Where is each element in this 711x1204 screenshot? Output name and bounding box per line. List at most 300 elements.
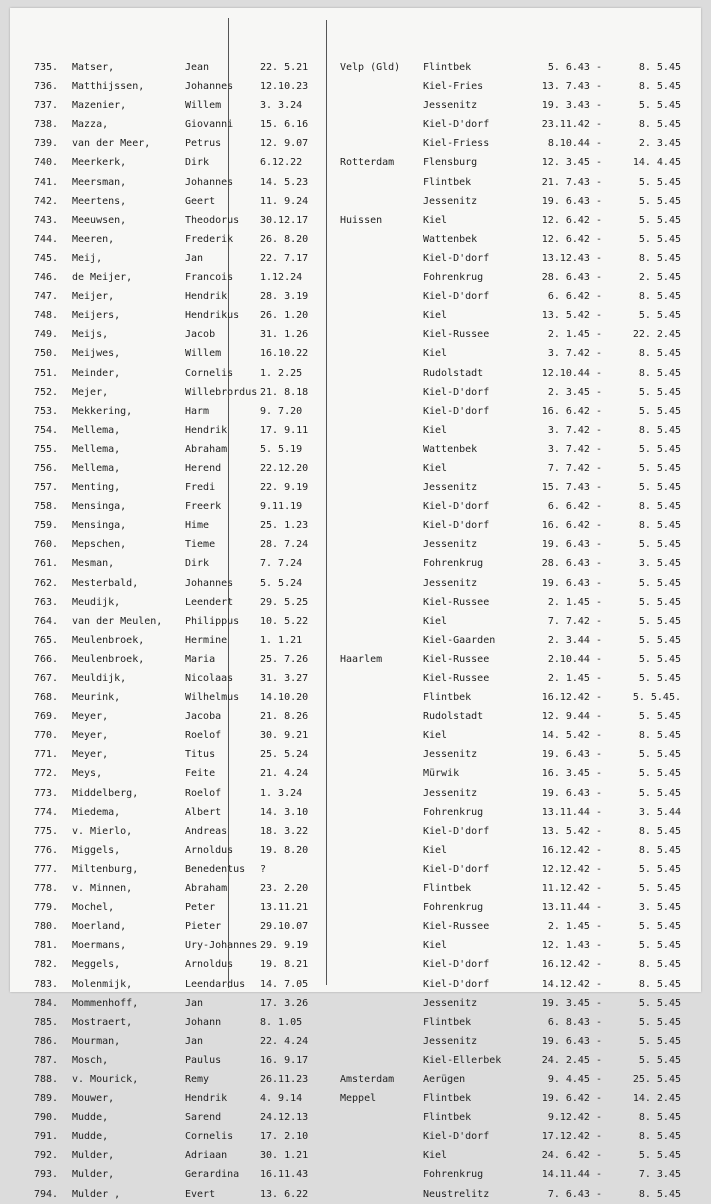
date-from: 8.10.44 -: [547, 138, 602, 150]
date-to: 5. 5.45: [638, 997, 681, 1009]
date-from: 23.11.42 -: [541, 119, 602, 131]
record-number: 778.: [34, 883, 59, 895]
given-name: Leendert: [185, 596, 234, 608]
date-to: 5. 5.45: [638, 634, 681, 646]
date-from: 2. 3.44 -: [547, 634, 602, 646]
birth-place: Huissen: [340, 214, 383, 226]
table-row: [10, 631, 701, 650]
date-from: 16. 3.45 -: [541, 768, 602, 780]
date-from: 13. 5.42 -: [541, 310, 602, 322]
surname: Mellema,: [72, 424, 121, 436]
table-row: [10, 860, 701, 879]
date-from: 16. 6.42 -: [541, 520, 602, 532]
camp-location: Kiel: [423, 730, 448, 742]
camp-location: Kiel-D'dorf: [423, 520, 490, 532]
camp-location: Kiel-D'dorf: [423, 252, 490, 264]
birth-date: 22. 9.19: [260, 482, 309, 494]
camp-location: Kiel-Russee: [423, 653, 490, 665]
date-from: 24. 6.42 -: [541, 1150, 602, 1162]
camp-location: Jessenitz: [423, 749, 478, 761]
date-to: 8. 5.45: [638, 291, 681, 303]
date-to: 8. 5.45: [638, 730, 681, 742]
date-to: 5. 5.45: [638, 940, 681, 952]
camp-location: Kiel-D'dorf: [423, 405, 490, 417]
birth-date: 12.10.23: [260, 81, 309, 93]
record-number: 782.: [34, 959, 59, 971]
surname: Meijer,: [72, 291, 115, 303]
table-row: [10, 669, 701, 688]
table-row: [10, 936, 701, 955]
birth-date: 31. 1.26: [260, 329, 309, 341]
surname: Meersman,: [72, 176, 127, 188]
birth-date: 21. 8.26: [260, 711, 309, 723]
camp-location: Rudolstadt: [423, 711, 484, 723]
date-to: 8. 5.45: [638, 501, 681, 513]
surname: Mudde,: [72, 1131, 109, 1143]
camp-location: Kiel: [423, 1150, 448, 1162]
surname: Meudijk,: [72, 596, 121, 608]
table-row: [10, 688, 701, 707]
surname: Mekkering,: [72, 405, 133, 417]
camp-location: Flintbek: [423, 1016, 472, 1028]
date-from: 16.12.42 -: [541, 844, 602, 856]
surname: Meulenbroek,: [72, 653, 145, 665]
table-row: [10, 745, 701, 764]
birth-date: 16.10.22: [260, 348, 309, 360]
date-to: 5. 5.45: [638, 482, 681, 494]
date-to: 5. 5.45: [638, 443, 681, 455]
birth-date: 22. 5.21: [260, 62, 309, 73]
birth-date: 1. 1.21: [260, 634, 303, 646]
date-to: 5. 5.45: [638, 749, 681, 761]
camp-location: Jessenitz: [423, 787, 478, 799]
date-from: 19. 6.43 -: [541, 1035, 602, 1047]
surname: Mommenhoff,: [72, 997, 139, 1009]
birth-date: 25. 1.23: [260, 520, 309, 532]
record-number: 754.: [34, 424, 59, 436]
birth-date: 13.11.21: [260, 902, 309, 914]
record-number: 753.: [34, 405, 59, 417]
date-from: 13.12.43 -: [541, 252, 602, 264]
given-name: Hermine: [185, 634, 228, 646]
surname: v. Mourick,: [72, 1073, 139, 1085]
birth-date: 14. 5.23: [260, 176, 309, 188]
surname: Mensinga,: [72, 501, 127, 513]
surname: de Meijer,: [72, 272, 133, 284]
given-name: Dirk: [185, 157, 210, 169]
camp-location: Kiel-Russee: [423, 329, 490, 341]
table-row: [10, 478, 701, 497]
surname: Mosch,: [72, 1054, 109, 1066]
record-number: 750.: [34, 348, 59, 360]
table-row: [10, 1089, 701, 1108]
surname: Meuldijk,: [72, 673, 127, 684]
birth-date: 3. 3.24: [260, 100, 303, 112]
surname: Meeuwsen,: [72, 214, 127, 226]
date-from: 12. 6.42 -: [541, 214, 602, 226]
birth-place: Haarlem: [340, 653, 383, 665]
camp-location: Jessenitz: [423, 539, 478, 551]
table-row: [10, 784, 701, 803]
birth-place: Rotterdam: [340, 157, 395, 169]
table-row: [10, 230, 701, 249]
table-row: [10, 211, 701, 230]
table-row: [10, 134, 701, 153]
table-row: [10, 1127, 701, 1146]
camp-location: Kiel: [423, 462, 448, 474]
camp-location: Mürwik: [423, 768, 460, 780]
given-name: Willem: [185, 348, 222, 360]
record-number: 766.: [34, 653, 59, 665]
date-to: 5. 5.45: [638, 233, 681, 245]
date-from: 6. 6.42 -: [547, 291, 602, 303]
date-from: 19. 3.43 -: [541, 100, 602, 112]
surname: Menting,: [72, 482, 121, 494]
date-from: 2.10.44 -: [547, 653, 602, 665]
table-row: [10, 994, 701, 1013]
given-name: Arnoldus: [185, 959, 234, 971]
table-row: [10, 497, 701, 516]
given-name: Remy: [185, 1073, 210, 1085]
birth-date: 14. 7.05: [260, 978, 309, 990]
record-number: 770.: [34, 730, 59, 742]
camp-location: Flintbek: [423, 62, 472, 73]
camp-location: Kiel-Russee: [423, 673, 490, 684]
record-number: 794.: [34, 1188, 59, 1200]
birth-date: 1.12.24: [260, 272, 303, 284]
surname: Mostraert,: [72, 1016, 133, 1028]
camp-location: Fohrenkrug: [423, 902, 484, 914]
birth-date: 5. 5.19: [260, 443, 303, 455]
birth-date: 22.12.20: [260, 462, 309, 474]
date-to: 8. 5.45: [638, 959, 681, 971]
table-row: [10, 650, 701, 669]
given-name: Jacoba: [185, 711, 222, 723]
given-name: Willem: [185, 100, 222, 112]
record-number: 789.: [34, 1093, 59, 1105]
table-row: [10, 726, 701, 745]
camp-location: Jessenitz: [423, 577, 478, 589]
record-number: 790.: [34, 1112, 59, 1124]
table-row: [10, 1051, 701, 1070]
birth-date: 25. 5.24: [260, 749, 309, 761]
given-name: Freerk: [185, 501, 222, 513]
table-row: [10, 1108, 701, 1127]
record-number: 758.: [34, 501, 59, 513]
camp-location: Kiel-Russee: [423, 596, 490, 608]
given-name: Hime: [185, 520, 210, 532]
table-row: [10, 764, 701, 783]
date-to: 5. 5.45: [638, 539, 681, 551]
date-from: 7. 6.43 -: [547, 1188, 602, 1200]
table-row: [10, 306, 701, 325]
birth-date: 11. 9.24: [260, 195, 309, 207]
given-name: Titus: [185, 749, 216, 761]
camp-location: Fohrenkrug: [423, 272, 484, 284]
date-from: 9.12.42 -: [547, 1112, 602, 1124]
date-from: 13.11.44 -: [541, 902, 602, 914]
table-row: [10, 1013, 701, 1032]
surname: Meurink,: [72, 692, 121, 704]
record-number: 762.: [34, 577, 59, 589]
date-from: 12.12.42 -: [541, 863, 602, 875]
date-from: 28. 6.43 -: [541, 558, 602, 570]
date-from: 19. 6.43 -: [541, 749, 602, 761]
table-row: [10, 96, 701, 115]
record-number: 759.: [34, 520, 59, 532]
birth-date: 13. 6.22: [260, 1188, 309, 1200]
date-to: 2. 3.45: [638, 138, 681, 150]
camp-location: Kiel: [423, 424, 448, 436]
date-from: 12. 9.44 -: [541, 711, 602, 723]
date-from: 19. 6.43 -: [541, 577, 602, 589]
surname: Meij,: [72, 252, 103, 264]
given-name: Hendrik: [185, 291, 228, 303]
camp-location: Kiel-Friess: [423, 138, 490, 150]
birth-date: 15. 6.16: [260, 119, 309, 131]
given-name: Albert: [185, 806, 222, 818]
date-to: 8. 5.45: [638, 81, 681, 93]
date-from: 9. 4.45 -: [547, 1073, 602, 1085]
date-from: 13.11.44 -: [541, 806, 602, 818]
surname: Mourman,: [72, 1035, 121, 1047]
date-from: 2. 1.45 -: [547, 329, 602, 341]
surname: Mulder ,: [72, 1188, 121, 1200]
given-name: Pieter: [185, 921, 222, 933]
date-to: 8. 5.45: [638, 424, 681, 436]
birth-date: 1. 2.25: [260, 367, 303, 379]
date-from: 28. 6.43 -: [541, 272, 602, 284]
camp-location: Flintbek: [423, 176, 472, 188]
date-from: 12.10.44 -: [541, 367, 602, 379]
record-number: 737.: [34, 100, 59, 112]
surname: Meijs,: [72, 329, 109, 341]
date-from: 7. 7.42 -: [547, 462, 602, 474]
surname: Mulder,: [72, 1169, 115, 1181]
camp-location: Kiel-Gaarden: [423, 634, 496, 646]
date-to: 14. 2.45: [632, 1093, 681, 1105]
birth-place: Velp (Gld): [340, 62, 401, 73]
camp-location: Jessenitz: [423, 195, 478, 207]
camp-location: Kiel-D'dorf: [423, 863, 490, 875]
camp-location: Fohrenkrug: [423, 1169, 484, 1181]
birth-date: 9.11.19: [260, 501, 303, 513]
table-row: [10, 173, 701, 192]
date-to: 5. 5.45: [638, 1150, 681, 1162]
record-number: 785.: [34, 1016, 59, 1028]
given-name: Wilhelmus: [185, 692, 240, 704]
date-to: 5. 5.45: [638, 100, 681, 112]
table-row: [10, 955, 701, 974]
given-name: Tieme: [185, 539, 216, 551]
record-number: 786.: [34, 1035, 59, 1047]
camp-location: Neustrelitz: [423, 1188, 490, 1200]
surname: Matser,: [72, 62, 115, 73]
camp-location: Kiel-D'dorf: [423, 291, 490, 303]
table-row: [10, 554, 701, 573]
table-row: [10, 364, 701, 383]
record-number: 777.: [34, 863, 59, 875]
record-number: 749.: [34, 329, 59, 341]
surname: Meyer,: [72, 730, 109, 742]
date-from: 15. 7.43 -: [541, 482, 602, 494]
record-number: 774.: [34, 806, 59, 818]
given-name: Feite: [185, 768, 216, 780]
surname: Miggels,: [72, 844, 121, 856]
date-to: 5. 5.45: [638, 921, 681, 933]
record-list: [10, 58, 701, 1204]
camp-location: Kiel: [423, 214, 448, 226]
surname: Mepschen,: [72, 539, 127, 551]
birth-date: 17. 9.11: [260, 424, 309, 436]
birth-place: Amsterdam: [340, 1073, 395, 1085]
date-from: 13. 5.42 -: [541, 825, 602, 837]
birth-date: 26. 1.20: [260, 310, 309, 322]
record-number: 780.: [34, 921, 59, 933]
table-row: [10, 975, 701, 994]
record-number: 763.: [34, 596, 59, 608]
record-number: 781.: [34, 940, 59, 952]
date-to: 3. 5.45: [638, 902, 681, 914]
record-number: 755.: [34, 443, 59, 455]
date-from: 3. 7.42 -: [547, 443, 602, 455]
table-row: [10, 1070, 701, 1089]
record-number: 747.: [34, 291, 59, 303]
given-name: Andreas: [185, 825, 228, 837]
date-from: 14.12.42 -: [541, 978, 602, 990]
date-from: 12. 1.43 -: [541, 940, 602, 952]
camp-location: Kiel-D'dorf: [423, 501, 490, 513]
record-number: 736.: [34, 81, 59, 93]
date-from: 19. 6.43 -: [541, 787, 602, 799]
given-name: Roelof: [185, 730, 222, 742]
record-number: 767.: [34, 673, 59, 684]
record-number: 775.: [34, 825, 59, 837]
surname: v. Minnen,: [72, 883, 133, 895]
given-name: Jan: [185, 997, 204, 1009]
date-to: 8. 5.45: [638, 1131, 681, 1143]
record-number: 772.: [34, 768, 59, 780]
given-name: Johannes: [185, 577, 234, 589]
date-from: 21. 7.43 -: [541, 176, 602, 188]
surname: van der Meulen,: [72, 615, 163, 627]
record-number: 769.: [34, 711, 59, 723]
given-name: Jan: [185, 252, 204, 264]
birth-date: 30. 9.21: [260, 730, 309, 742]
surname: Mouwer,: [72, 1093, 115, 1105]
date-to: 14. 4.45: [632, 157, 681, 169]
table-row: [10, 612, 701, 631]
date-to: 5. 5.45: [638, 214, 681, 226]
camp-location: Kiel-D'dorf: [423, 386, 490, 398]
camp-location: Kiel-Fries: [423, 81, 484, 93]
record-number: 761.: [34, 558, 59, 570]
date-to: 7. 3.45: [638, 1169, 681, 1181]
camp-location: Aerügen: [423, 1073, 466, 1085]
date-to: 5. 5.45: [638, 1016, 681, 1028]
camp-location: Rudolstadt: [423, 367, 484, 379]
record-number: 739.: [34, 138, 59, 150]
birth-date: 30.12.17: [260, 214, 309, 226]
surname: Meulenbroek,: [72, 634, 145, 646]
date-to: 5. 5.45: [638, 787, 681, 799]
surname: Mudde,: [72, 1112, 109, 1124]
given-name: Fredi: [185, 482, 216, 494]
date-from: 2. 1.45 -: [547, 921, 602, 933]
table-row: [10, 115, 701, 134]
camp-location: Kiel: [423, 348, 448, 360]
table-row: [10, 898, 701, 917]
surname: Mochel,: [72, 902, 115, 914]
record-number: 776.: [34, 844, 59, 856]
surname: Meeren,: [72, 233, 115, 245]
document-page: [10, 8, 701, 1200]
birth-date: 14.10.20: [260, 692, 309, 704]
birth-date: 22. 4.24: [260, 1035, 309, 1047]
record-number: 773.: [34, 787, 59, 799]
date-to: 5. 5.45.: [632, 692, 681, 704]
record-number: 760.: [34, 539, 59, 551]
given-name: Adriaan: [185, 1150, 228, 1162]
birth-date: 21. 4.24: [260, 768, 309, 780]
surname: Meys,: [72, 768, 103, 780]
record-number: 788.: [34, 1073, 59, 1085]
camp-location: Flintbek: [423, 692, 472, 704]
given-name: Paulus: [185, 1054, 222, 1066]
camp-location: Fohrenkrug: [423, 558, 484, 570]
given-name: Cornelis: [185, 1131, 234, 1143]
birth-date: 29. 9.19: [260, 940, 309, 952]
birth-date: 17. 2.10: [260, 1131, 309, 1143]
date-to: 8. 5.45: [638, 1112, 681, 1124]
birth-date: ?: [260, 863, 267, 875]
surname: Mejer,: [72, 386, 109, 398]
surname: v. Mierlo,: [72, 825, 133, 837]
record-number: 756.: [34, 462, 59, 474]
birth-date: 7. 7.24: [260, 558, 303, 570]
table-row: [10, 459, 701, 478]
given-name: Giovanni: [185, 119, 234, 131]
table-row: [10, 593, 701, 612]
surname: Meerkerk,: [72, 157, 127, 169]
surname: Molenmijk,: [72, 978, 133, 990]
record-number: 784.: [34, 997, 59, 1009]
surname: Meyer,: [72, 749, 109, 761]
date-to: 5. 5.45: [638, 310, 681, 322]
given-name: Harm: [185, 405, 210, 417]
surname: Moermans,: [72, 940, 127, 952]
birth-date: 24.12.13: [260, 1112, 309, 1124]
birth-date: 26.11.23: [260, 1073, 309, 1085]
birth-date: 19. 8.20: [260, 844, 309, 856]
surname: Mulder,: [72, 1150, 115, 1162]
record-number: 771.: [34, 749, 59, 761]
birth-date: 29.10.07: [260, 921, 309, 933]
birth-date: 14. 3.10: [260, 806, 309, 818]
table-row: [10, 1032, 701, 1051]
camp-location: Flintbek: [423, 1112, 472, 1124]
camp-location: Jessenitz: [423, 482, 478, 494]
record-number: 740.: [34, 157, 59, 169]
given-name: Petrus: [185, 138, 222, 150]
date-to: 5. 5.45: [638, 405, 681, 417]
camp-location: Kiel: [423, 940, 448, 952]
camp-location: Fohrenkrug: [423, 806, 484, 818]
given-name: Dirk: [185, 558, 210, 570]
camp-location: Flintbek: [423, 883, 472, 895]
surname: Miltenburg,: [72, 863, 139, 875]
date-to: 8. 5.45: [638, 844, 681, 856]
